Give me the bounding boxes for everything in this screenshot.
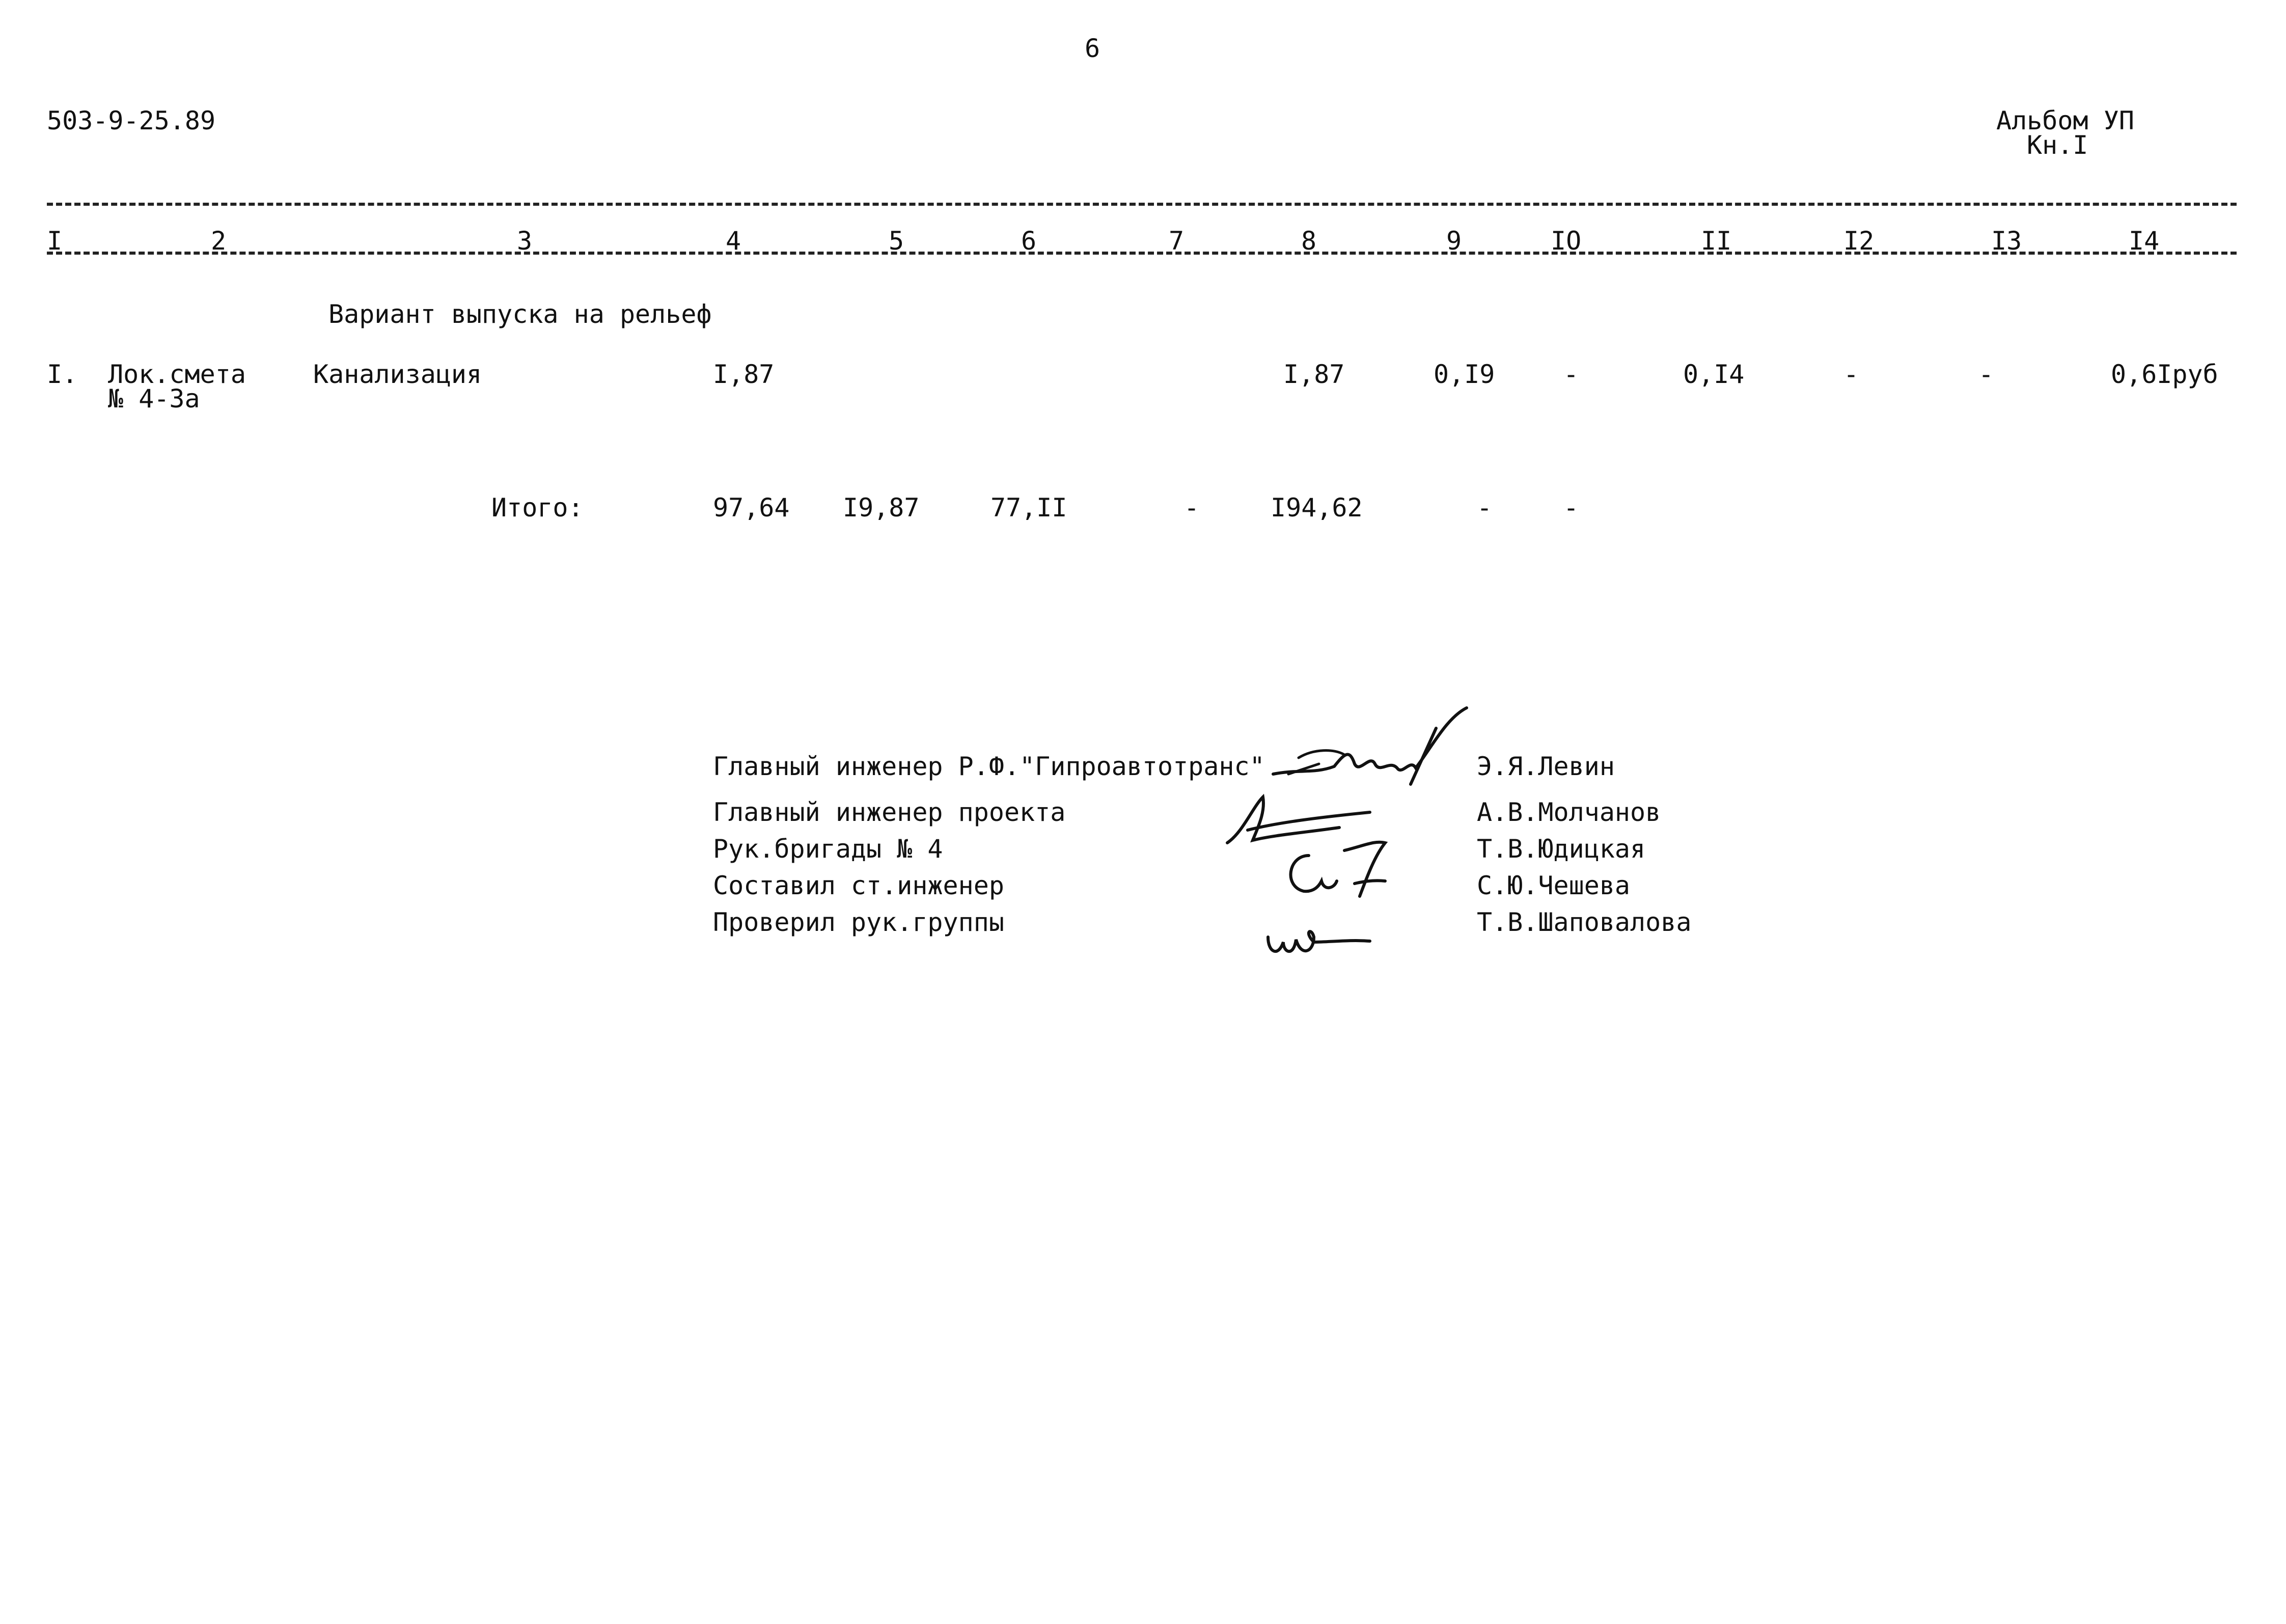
document-code: 503-9-25.89 [47,106,216,135]
column-number: 7 [1169,226,1185,256]
column-number: 9 [1446,226,1462,256]
column-number: 6 [1021,226,1037,256]
column-number: 4 [726,226,741,256]
signature-name: Т.В.Юдицкая [1477,834,1646,864]
total-col10: - [1563,493,1579,522]
column-number: 2 [211,226,227,256]
column-number: I3 [1991,226,2022,256]
row-col14: 0,6Iруб [2111,360,2218,389]
column-number: II [1701,226,1732,256]
total-col4: 97,64 [713,493,790,522]
signature-role: Главный инженер проекта [713,797,1066,827]
column-number: 8 [1301,226,1317,256]
signature-name: Т.В.Шаповалова [1477,907,1692,937]
column-number: 5 [889,226,904,256]
column-number: 3 [517,226,533,256]
total-col6: 77,II [990,493,1067,522]
signature-name: С.Ю.Чешева [1477,871,1631,900]
signature-name: Э.Я.Левин [1477,752,1615,781]
row-col13: - [1978,360,1994,389]
page-number: 6 [1085,34,1100,63]
row-name: Канализация [313,360,482,389]
column-number: I [47,226,63,256]
header-rule-top [47,203,2237,206]
row-col10: - [1563,360,1579,389]
row-number: I. [47,360,78,389]
handwritten-signature-4 [1263,912,1375,962]
signature-role: Проверил рук.группы [713,907,1004,937]
album-label: Альбом УП [1996,106,2134,135]
row-col11: 0,I4 [1683,360,1745,389]
book-label: Кн.I [2027,130,2088,160]
row-col9: 0,I9 [1434,360,1495,389]
column-number: IO [1551,226,1582,256]
total-col8: I94,62 [1271,493,1363,522]
signature-role: Рук.бригады № 4 [713,834,943,864]
signature-role: Главный инженер Р.Ф."Гипроавтотранс" [713,752,1265,781]
total-label: Итого: [491,493,584,522]
section-heading: Вариант выпуска на рельеф [328,299,712,329]
signature-role: Составил ст.инженер [713,871,1004,900]
row-col4: I,87 [713,360,775,389]
handwritten-signature-1 [1268,698,1472,800]
handwritten-signature-3 [1278,835,1411,901]
total-col9: - [1477,493,1493,522]
header-rule-bottom [47,252,2237,255]
signature-name: А.В.Молчанов [1477,797,1661,827]
total-col7: - [1184,493,1200,522]
column-number: I4 [2129,226,2160,256]
row-document-line1: Лок.смета [108,360,246,389]
column-number: I2 [1843,226,1875,256]
total-col5: I9,87 [843,493,920,522]
row-col12: - [1843,360,1859,389]
row-document-line2: № 4-3а [108,384,200,414]
row-col8: I,87 [1283,360,1345,389]
